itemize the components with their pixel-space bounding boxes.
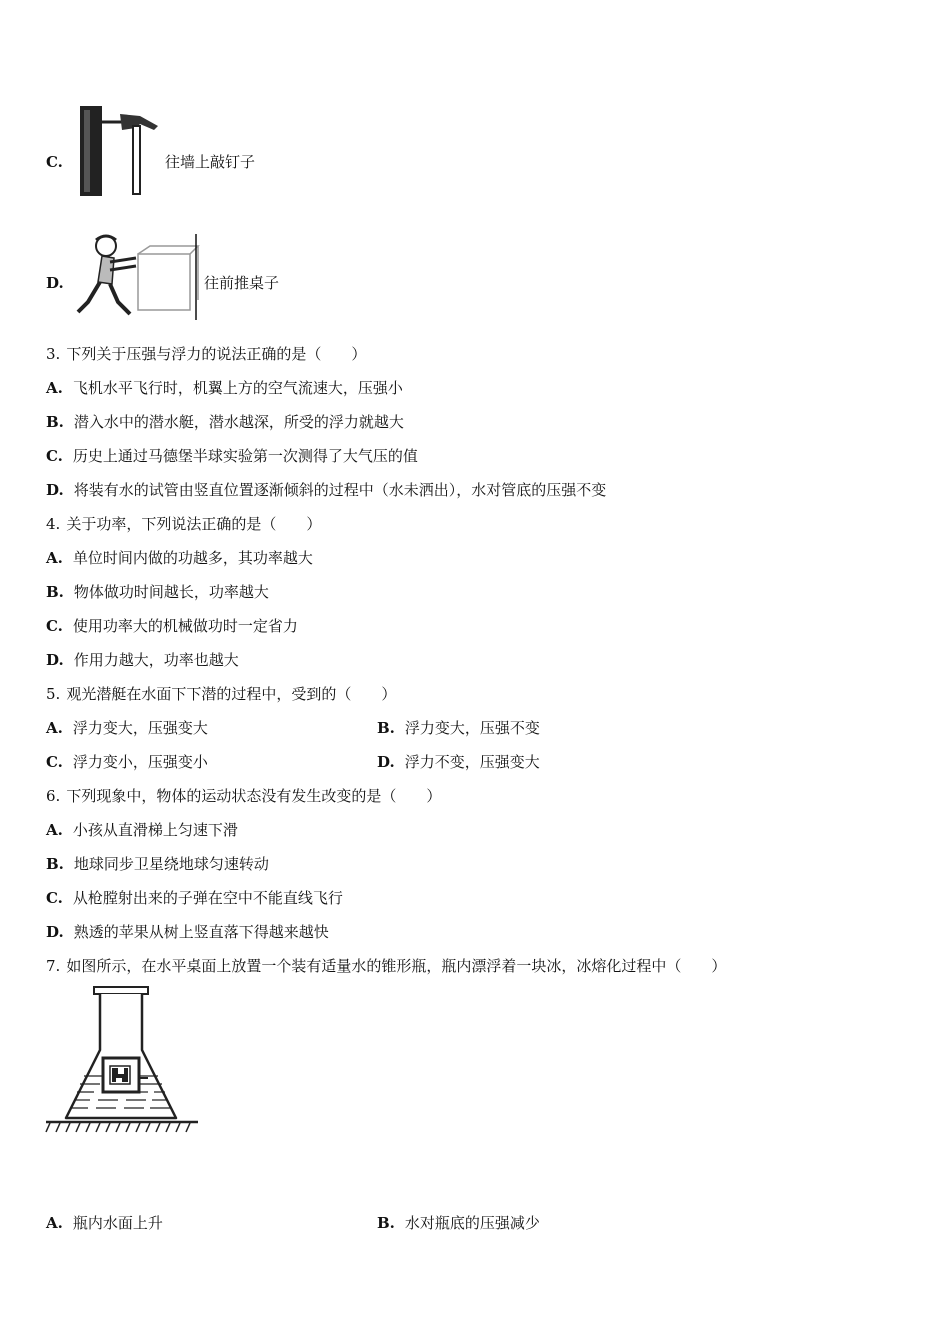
prev-option-c <box>46 152 73 172</box>
question-stem: 观光潜艇在水面下下潜的过程中，受到的（ ） <box>66 685 397 703</box>
option-text: 瓶内水面上升 <box>72 1214 163 1232</box>
option-text: 将装有水的试管由竖直位置逐渐倾斜的过程中（水未洒出），水对管底的压强不变 <box>73 481 607 499</box>
question-6-stem <box>46 786 441 806</box>
option-text: 浮力变大，压强变大 <box>72 719 208 737</box>
option-key: B. <box>377 1214 395 1232</box>
option-text: 地球同步卫星绕地球匀速转动 <box>73 855 269 873</box>
option-text: 水对瓶底的压强减少 <box>404 1214 540 1232</box>
option-key: D. <box>46 923 64 941</box>
option-text: 飞机水平飞行时，机翼上方的空气流速大，压强小 <box>72 379 403 397</box>
option-key: D. <box>46 481 64 499</box>
option-key: C. <box>46 447 63 465</box>
option-text: 小孩从直滑梯上匀速下滑 <box>72 821 238 839</box>
q6-option-b <box>46 854 269 874</box>
option-key: B. <box>46 583 64 601</box>
option-key: B. <box>46 413 64 431</box>
q7-option-a <box>46 1213 163 1233</box>
option-key: A. <box>46 549 63 567</box>
option-text: 使用功率大的机械做功时一定省力 <box>72 617 298 635</box>
question-number: 7. <box>46 957 61 975</box>
question-number: 3. <box>46 345 61 363</box>
option-key: D. <box>377 753 395 771</box>
q4-option-c <box>46 616 298 636</box>
option-key: A. <box>46 1214 63 1232</box>
option-key: D. <box>46 274 64 292</box>
option-d-caption: 往前推桌子 <box>204 274 280 292</box>
option-key: B. <box>46 855 64 873</box>
q3-option-b <box>46 412 404 432</box>
q3-option-a <box>46 378 403 398</box>
option-text: 物体做功时间越长，功率越大 <box>73 583 269 601</box>
q7-option-b <box>377 1213 540 1233</box>
option-key: D. <box>46 651 64 669</box>
option-key: C. <box>46 889 63 907</box>
option-key: A. <box>46 719 63 737</box>
q3-option-c <box>46 446 418 466</box>
option-key: A. <box>46 379 63 397</box>
q5-option-a <box>46 718 208 738</box>
option-text: 单位时间内做的功越多，其功率越大 <box>72 549 313 567</box>
option-key: B. <box>377 719 395 737</box>
option-text: 潜入水中的潜水艇，潜水越深，所受的浮力就越大 <box>73 413 404 431</box>
hammer-nail-figure <box>70 104 165 199</box>
option-text: 浮力变大，压强不变 <box>404 719 540 737</box>
option-text: 历史上通过马德堡半球实验第一次测得了大气压的值 <box>72 447 418 465</box>
option-text: 浮力变小，压强变小 <box>72 753 208 771</box>
q5-option-d <box>377 752 540 772</box>
question-stem: 关于功率，下列说法正确的是（ ） <box>66 515 322 533</box>
push-table-figure <box>74 232 202 322</box>
question-4-stem <box>46 514 321 534</box>
q4-option-d <box>46 650 239 670</box>
option-key: C. <box>46 753 63 771</box>
question-stem: 下列关于压强与浮力的说法正确的是（ ） <box>66 345 367 363</box>
option-c-caption: 往墙上敲钉子 <box>165 153 256 171</box>
option-text: 作用力越大，功率也越大 <box>73 651 239 669</box>
question-number: 6. <box>46 787 61 805</box>
question-stem: 下列现象中，物体的运动状态没有发生改变的是（ ） <box>66 787 442 805</box>
q6-option-a <box>46 820 238 840</box>
prev-option-d <box>46 273 74 293</box>
conical-flask-figure <box>44 984 200 1136</box>
q6-option-d <box>46 922 329 942</box>
q5-option-b <box>377 718 540 738</box>
question-stem: 如图所示，在水平桌面上放置一个装有适量水的锥形瓶，瓶内漂浮着一块冰，冰熔化过程中（ ） <box>66 957 727 975</box>
q4-option-a <box>46 548 313 568</box>
question-number: 4. <box>46 515 61 533</box>
question-5-stem <box>46 684 396 704</box>
q4-option-b <box>46 582 269 602</box>
option-key: A. <box>46 821 63 839</box>
q5-option-c <box>46 752 208 772</box>
option-key: C. <box>46 153 63 171</box>
question-7-stem <box>46 956 726 976</box>
option-text: 浮力不变，压强变大 <box>404 753 540 771</box>
option-text: 熟透的苹果从树上竖直落下得越来越快 <box>73 923 329 941</box>
q6-option-c <box>46 888 343 908</box>
option-text: 从枪膛射出来的子弹在空中不能直线飞行 <box>72 889 343 907</box>
question-number: 5. <box>46 685 61 703</box>
q3-option-d <box>46 480 606 500</box>
option-key: C. <box>46 617 63 635</box>
question-3-stem <box>46 344 366 364</box>
